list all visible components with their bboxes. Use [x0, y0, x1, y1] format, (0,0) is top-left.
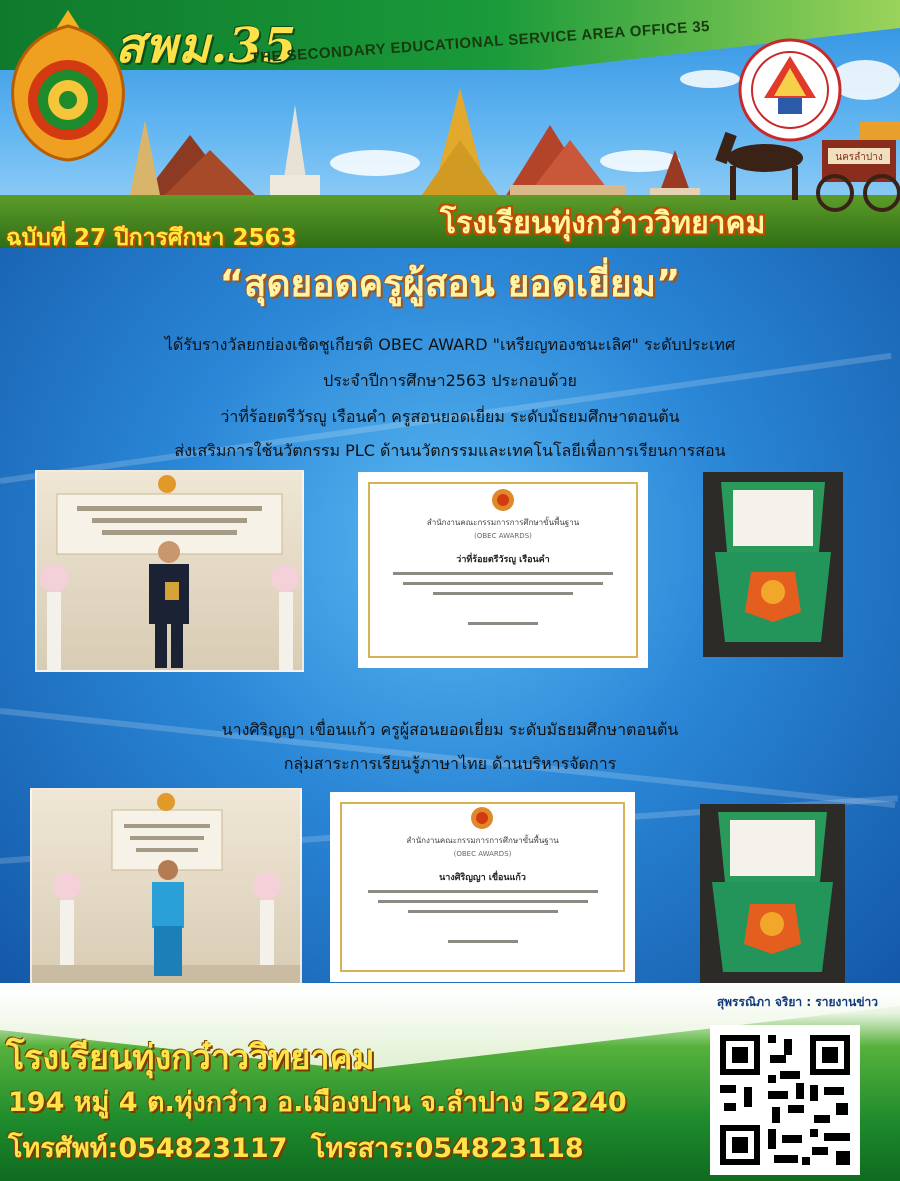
certificate-emblem-icon	[491, 486, 515, 512]
header-banner	[0, 0, 900, 248]
certificate-text-line	[393, 572, 613, 575]
second-line-1: นางศิริญญา เขื่อนแก้ว ครูผู้สอนยอดเยี่ยม ระดับมัธยมศึกษาตอนต้น	[221, 720, 679, 739]
medal-box-photo-2	[700, 804, 845, 984]
certificate-org: สำนักงานคณะกรรมการการศึกษาขั้นพื้นฐาน	[406, 836, 559, 845]
intro-line-3: ว่าที่ร้อยตรีวัรญู เรือนคำ ครูสอนยอดเยี่ยม ระดับมัธยมศึกษาตอนต้น	[220, 407, 680, 426]
obec-emblem-icon	[6, 8, 130, 163]
footer-school-name: โรงเรียนทุ่งกว๋าววิทยาคม	[6, 1038, 375, 1078]
intro-line-2: ประจำปีการศึกษา2563 ประกอบด้วย	[323, 371, 577, 390]
footer-phone: โทรศัพท์:054823117	[8, 1133, 288, 1164]
footer-fax: โทรสาร:054823118	[310, 1133, 584, 1164]
certificate-emblem-icon	[470, 804, 494, 830]
certificate-signature-line	[468, 622, 538, 625]
certificate-award: (OBEC AWARDS)	[474, 532, 532, 540]
office-english-title: THE SECONDARY EDUCATIONAL SERVICE AREA OFFICE 35	[250, 17, 711, 67]
certificate-award: (OBEC AWARDS)	[453, 850, 512, 858]
headline: “สุดยอดครูผู้สอน ยอดเยี่ยม”	[219, 262, 681, 305]
certificate-text-line	[408, 910, 558, 913]
footer-contact	[8, 1126, 584, 1169]
school-seal-icon	[738, 38, 842, 142]
temple-skyline-illustration	[100, 80, 720, 210]
award-photo-teacher-2	[30, 788, 302, 987]
carriage-sign-text: นครลำปาง	[835, 152, 883, 163]
intro-line-4: ส่งเสริมการใช้นวัตกรรม PLC ด้านนวัตกรรมและเทคโนโลยีเพื่อการเรียนการสอน	[174, 441, 726, 460]
certificate-text-line	[368, 890, 598, 893]
certificate-text-line	[433, 592, 573, 595]
certificate-signature-line	[448, 940, 518, 943]
reporter-credit: สุพรรณิภา จริยา : รายงานข่าว	[716, 995, 878, 1009]
certificate-text-line	[378, 900, 588, 903]
certificate-recipient: นางศิริญญา เขื่อนแก้ว	[439, 873, 526, 883]
intro-line-1: ได้รับรางวัลยกย่องเชิดชูเกียรติ OBEC AWARD "เหรียญทองชนะเลิศ" ระดับประเทศ	[164, 335, 736, 354]
certificate-org: สำนักงานคณะกรรมการการศึกษาขั้นพื้นฐาน	[426, 518, 580, 527]
certificate-teacher-2	[330, 792, 635, 982]
second-line-2: กลุ่มสาระการเรียนรู้ภาษาไทย ด้านบริหารจัดการ	[283, 754, 617, 773]
medal-box-photo-1	[703, 472, 843, 657]
footer-address: 194 หมู่ 4 ต.ทุ่งกว๋าว อ.เมืองปาน จ.ลำปาง 52240	[8, 1087, 627, 1118]
award-photo-teacher-1	[35, 470, 304, 672]
certificate-teacher-1	[358, 472, 648, 668]
qr-code-icon[interactable]	[710, 1025, 860, 1175]
office-short-title: สพม.35	[115, 18, 298, 74]
certificate-recipient: ว่าที่ร้อยตรีวัรญู เรือนคำ	[456, 555, 550, 565]
school-name-banner: โรงเรียนทุ่งกว๋าววิทยาคม	[440, 206, 766, 241]
certificate-text-line	[403, 582, 603, 585]
issue-label: ฉบับที่ 27 ปีการศึกษา 2563	[6, 225, 297, 248]
